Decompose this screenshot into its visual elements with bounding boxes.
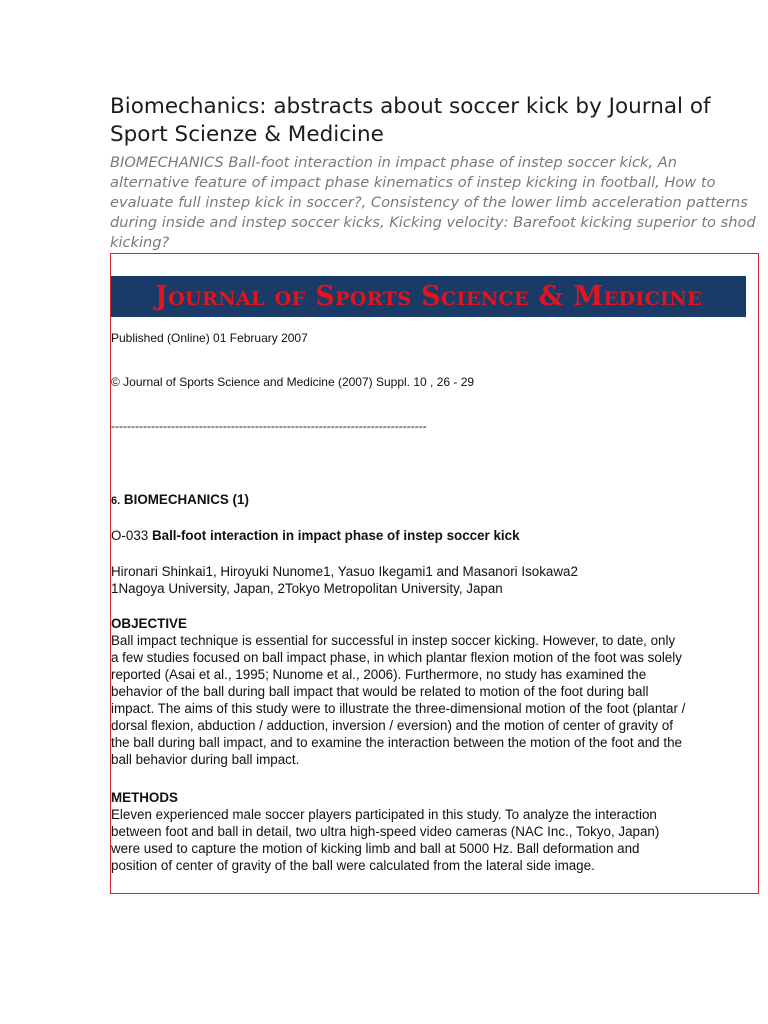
published-date: Published (Online) 01 February 2007 (111, 331, 308, 345)
section-number: 6. (111, 495, 121, 507)
methods-line: were used to capture the motion of kicking limb and ball at 5000 Hz. Ball deformation and (111, 841, 640, 856)
copyright-line: © Journal of Sports Science and Medicine (2007) Suppl. 10 , 26 - 29 (111, 375, 475, 389)
objective-line: Ball impact technique is essential for successful in instep soccer kicking. However, to date, only (111, 633, 676, 648)
document-title: Biomechanics: abstracts about soccer kick by Journal of Sport Scienze & Medicine (110, 94, 711, 147)
abstract-heading (111, 527, 520, 544)
objective-paragraph (111, 632, 761, 768)
journal-banner-title: Journal of Sports Science & Medicine (154, 281, 703, 312)
section-heading (111, 491, 249, 510)
abstract-code: O-033 (111, 528, 149, 543)
methods-line: between foot and ball in detail, two ultra high-speed video cameras (NAC Inc., Tokyo, Japan) (111, 824, 660, 839)
objective-line: the ball during ball impact, and to examine the interaction between the motion of the foot and the (111, 735, 682, 750)
document-description: BIOMECHANICS Ball-foot interaction in impact phase of instep soccer kick, An alternative feature of impact phase kinematics of instep kicking in football, How to evaluate full instep kick in soccer?, Consistency of the lower limb acceleration patterns during inside and instep soccer kicks, Kicking velocity: Barefoot kicking superior to shod kicking? (110, 154, 756, 251)
methods-line: position of center of gravity of the ball were calculated from the lateral side image. (111, 858, 595, 873)
objective-line: reported (Asai et al., 1995; Nunome et al., 2006). Furthermore, no study has examined the (111, 667, 647, 682)
objective-line: a few studies focused on ball impact phase, in which plantar flexion motion of the foot was solely (111, 650, 682, 665)
objective-line: ball behavior during ball impact. (111, 752, 300, 767)
methods-heading: METHODS (111, 790, 178, 805)
methods-line: Eleven experienced male soccer players participated in this study. To analyze the interaction (111, 807, 657, 822)
methods-paragraph (111, 806, 761, 874)
section-title: BIOMECHANICS (1) (123, 492, 249, 507)
objective-heading: OBJECTIVE (111, 616, 187, 631)
objective-line: behavior of the ball during ball impact that would be related to motion of the foot during ball (111, 684, 649, 699)
objective-line: impact. The aims of this study were to illustrate the three-dimensional motion of the foot (plantar / (111, 701, 686, 716)
objective-line: dorsal flexion, abduction / adduction, inversion / eversion) and the motion of center of gravity of (111, 718, 673, 733)
abstract-affiliations: 1Nagoya University, Japan, 2Tokyo Metropolitan University, Japan (111, 581, 503, 596)
abstract-title: Ball-foot interaction in impact phase of instep soccer kick (151, 528, 520, 543)
journal-banner (111, 276, 746, 317)
divider-line: ------------------------------------------------------------------------------- (111, 419, 427, 433)
abstract-authors: Hironari Shinkai1, Hiroyuki Nunome1, Yasuo Ikegami1 and Masanori Isokawa2 (111, 564, 578, 579)
